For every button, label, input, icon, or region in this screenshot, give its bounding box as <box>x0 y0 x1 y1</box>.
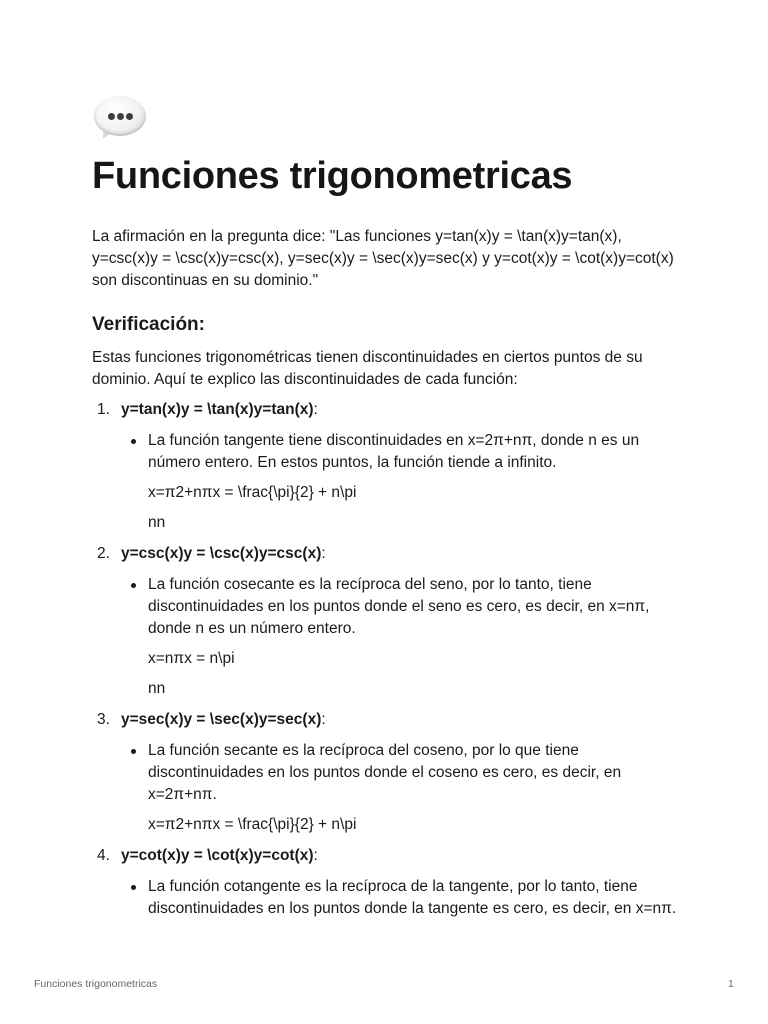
list-item-sec <box>92 709 682 836</box>
intro-paragraph: La afirmación en la pregunta dice: "Las funciones y=tan(x)y = \tan(x)y=tan(x), y=csc(x)y = \csc(x)y=csc(x), y=sec(x)y = \sec(x)y=sec(x) y y=cot(x)y = \cot(x)y=cot(x) son discontinuas en su dominio." <box>92 228 674 289</box>
list-number: 3. <box>97 711 110 728</box>
math-expression: nn <box>148 514 166 531</box>
label-suffix: : <box>321 711 326 728</box>
bullet-text: La función tangente tiene discontinuidades en x=2π+nπ, donde n es un número entero. En estos puntos, la función tiende a infinito. <box>148 432 640 471</box>
list-number: 2. <box>97 545 110 562</box>
footer-title: Funciones trigonometricas <box>34 978 158 990</box>
math-expression: x=π2+nπx = \frac{\pi}{2} + n\pi <box>148 816 357 833</box>
list-number: 1. <box>97 401 110 418</box>
list-item-csc <box>92 543 682 700</box>
label-suffix: : <box>321 545 326 562</box>
speech-bubble-icon <box>92 94 148 144</box>
bullet-icon <box>131 885 136 890</box>
page-title: Funciones trigonometricas <box>92 155 573 197</box>
function-label: y=cot(x)y = \cot(x)y=cot(x) <box>121 847 314 864</box>
bullet-icon <box>131 583 136 588</box>
bullet-text: La función cosecante es la recíproca del seno, por lo tanto, tiene discontinuidades en los puntos donde el seno es cero, es decir, en x=nπ, donde n es un número entero. <box>148 576 650 637</box>
math-expression: nn <box>148 680 166 697</box>
function-label: y=tan(x)y = \tan(x)y=tan(x) <box>121 401 314 418</box>
bullet-text: La función secante es la recíproca del coseno, por lo que tiene discontinuidades en los puntos donde el coseno es cero, es decir, en x=2π+nπ. <box>148 742 622 803</box>
bullet-icon <box>131 439 136 444</box>
bullet-icon <box>131 749 136 754</box>
function-list <box>92 399 682 920</box>
math-expression: x=π2+nπx = \frac{\pi}{2} + n\pi <box>148 484 357 501</box>
bullet-item <box>121 574 682 640</box>
math-expression: x=nπx = n\pi <box>148 650 235 667</box>
label-suffix: : <box>313 847 318 864</box>
list-item-tan <box>92 399 682 534</box>
bullet-text: La función cotangente es la recíproca de la tangente, por lo tanto, tiene discontinuidades en los puntos donde la tangente es cero, es decir, en x=nπ. <box>148 878 677 917</box>
label-suffix: : <box>313 401 318 418</box>
bullet-item <box>121 876 682 920</box>
page-number: 1 <box>728 978 734 990</box>
bullet-item <box>121 430 682 474</box>
function-label: y=csc(x)y = \csc(x)y=csc(x) <box>121 545 322 562</box>
function-label: y=sec(x)y = \sec(x)y=sec(x) <box>121 711 322 728</box>
list-number: 4. <box>97 847 110 864</box>
document-page <box>92 94 682 920</box>
lead-paragraph: Estas funciones trigonométricas tienen discontinuidades en ciertos puntos de su dominio. Aquí te explico las discontinuidades de cada función: <box>92 349 643 388</box>
list-item-cot <box>92 845 682 920</box>
bullet-item <box>121 740 682 806</box>
section-heading: Verificación: <box>92 314 205 335</box>
